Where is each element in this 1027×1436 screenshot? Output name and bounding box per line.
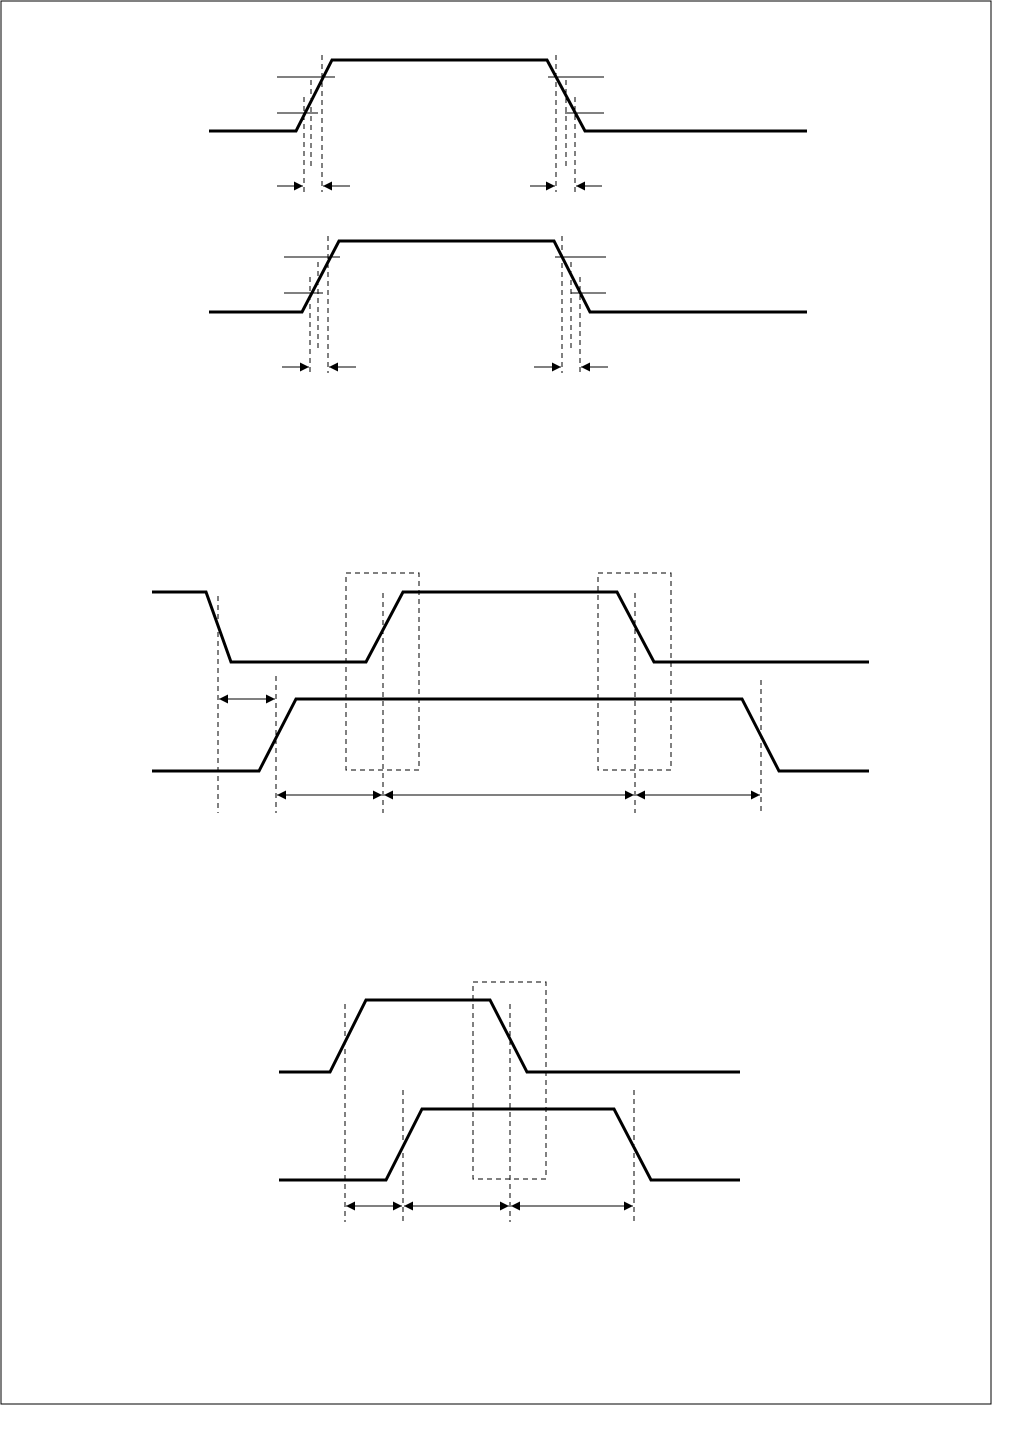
waveform-upper: [152, 592, 869, 662]
rise-fall-timing-diagram-2: [209, 236, 807, 373]
rise-fall-timing-diagram-1: [209, 55, 807, 192]
waveform: [209, 241, 807, 312]
overlap-timing-diagram: [279, 982, 740, 1222]
page-border: [1, 1, 991, 1404]
two-signal-timing-diagram: [152, 573, 869, 813]
waveform: [209, 60, 807, 131]
